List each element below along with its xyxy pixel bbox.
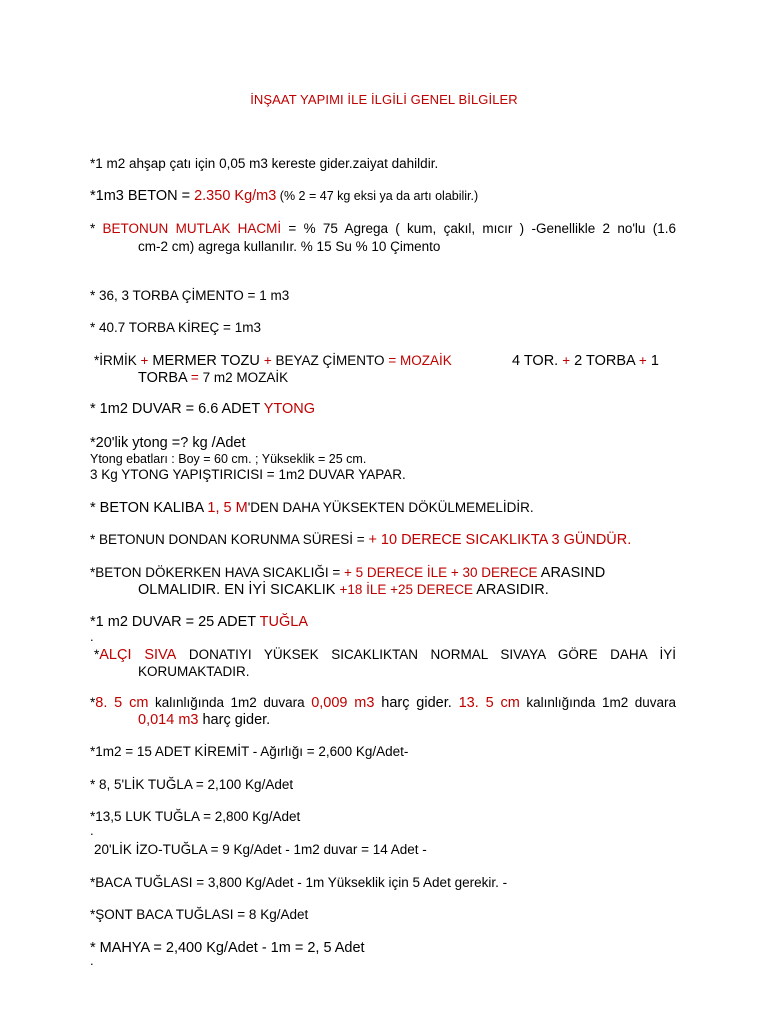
highlight: 0,014 m3 (138, 712, 199, 728)
highlight: ALÇI SIVA (99, 647, 177, 663)
text: *1 m2 DUVAR = 25 ADET (90, 614, 260, 630)
text: MERMER TOZU (148, 353, 264, 369)
line-torba-cimento: * 36, 3 TORBA ÇİMENTO = 1 m3 (90, 288, 290, 303)
line-135-tugla: *13,5 LUK TUĞLA = 2,800 Kg/Adet (90, 809, 301, 824)
text: ARASIDIR. (473, 582, 549, 598)
line-mutlak-hacim (90, 220, 676, 238)
line-izo-tugla: 20'LİK İZO-TUĞLA = 9 Kg/Adet - 1m2 duvar = 14 Adet - (94, 842, 427, 857)
highlight: 8. 5 cm (95, 695, 149, 711)
line-alci-siva-cont: KORUMAKTADIR. (138, 664, 250, 679)
highlight: BETONUN MUTLAK HACMİ (102, 221, 282, 236)
text: kalınlığında 1m2 duvara (519, 695, 677, 710)
highlight: 0,009 m3 (311, 695, 375, 711)
line-mozaik (94, 352, 676, 370)
separator-dot: . (90, 823, 94, 838)
line-beton-kaliba (90, 499, 676, 517)
text: 4 TOR. (512, 353, 563, 369)
separator-dot: . (90, 629, 94, 644)
line-85-tugla: * 8, 5'LİK TUĞLA = 2,100 Kg/Adet (90, 777, 294, 792)
text: DONATIYI YÜKSEK SICAKLIKTAN NORMAL SIVAYA GÖRE DAHA İYİ (176, 647, 676, 662)
document-title: İNŞAAT YAPIMI İLE İLGİLİ GENEL BİLGİLER (250, 92, 518, 107)
line-harc-gider-cont (138, 711, 724, 729)
line-ahsap-cati: *1 m2 ahşap çatı için 0,05 m3 kereste gider.zaiyat dahildir. (90, 156, 439, 171)
highlight: 2.350 Kg/m3 (194, 188, 277, 204)
text: * BETON KALIBA (90, 500, 208, 516)
highlight: +18 İLE +25 DERECE (339, 582, 474, 597)
line-alci-siva (94, 646, 676, 664)
text: (% 2 = 47 kg eksi ya da artı olabilir.) (276, 189, 479, 203)
text: kalınlığında 1m2 duvara (148, 695, 312, 710)
line-duvar-ytong (90, 400, 676, 418)
line-mahya: * MAHYA = 2,400 Kg/Adet - 1m = 2, 5 Adet (90, 940, 365, 956)
separator-dot: . (90, 953, 94, 968)
text: *BETON DÖKERKEN HAVA SICAKLIĞI = (90, 565, 344, 580)
line-hava-sicakligi (90, 564, 690, 582)
text: OLMALIDIR. EN İYİ SICAKLIK (138, 582, 340, 598)
text: TORBA (138, 370, 191, 386)
highlight: + (562, 353, 571, 368)
line-mozaik-cont (138, 369, 724, 387)
highlight: TUĞLA (259, 614, 308, 630)
text: 1 (646, 353, 659, 369)
highlight: YTONG (263, 401, 315, 417)
text: ARASIND (537, 565, 606, 581)
line-ytong-ebat: Ytong ebatları : Boy = 60 cm. ; Yükseklik = 25 cm. (90, 452, 367, 466)
text: * 1m2 DUVAR = 6.6 ADET (90, 401, 264, 417)
text: 'DEN DAHA YÜKSEKTEN DÖKÜLMEMELİDİR. (247, 500, 534, 515)
mozaik-right (512, 352, 659, 370)
line-hava-sicakligi-cont (138, 581, 724, 599)
highlight: + 5 DERECE İLE + 30 DERECE (343, 565, 538, 580)
text: BEYAZ ÇİMENTO (271, 353, 389, 368)
highlight: = MOZAİK (388, 353, 452, 368)
text: 7 m2 MOZAİK (198, 370, 289, 385)
line-mutlak-hacim-cont: cm-2 cm) agrega kullanılır. % 15 Su % 10 Çimento (138, 239, 441, 254)
text: * (90, 695, 96, 710)
text: *İRMİK (94, 353, 141, 368)
highlight: + (140, 353, 149, 368)
text: harç gider. (374, 695, 459, 711)
highlight: + (263, 353, 272, 368)
line-kiremit: *1m2 = 15 ADET KİREMİT - Ağırlığı = 2,600 Kg/Adet- (90, 744, 409, 759)
text: 2 TORBA (570, 353, 639, 369)
line-sont-baca: *ŞONT BACA TUĞLASI = 8 Kg/Adet (90, 907, 309, 922)
line-ytong-yapistirici: 3 Kg YTONG YAPIŞTIRICISI = 1m2 DUVAR YAPAR. (90, 467, 406, 482)
text: *1m3 BETON = (90, 188, 195, 204)
text: harç gider. (198, 712, 271, 728)
text: * (90, 221, 103, 236)
line-don-koruma (90, 531, 676, 549)
line-duvar-tugla (90, 613, 676, 631)
highlight: 13. 5 cm (458, 695, 520, 711)
line-baca-tuglasi: *BACA TUĞLASI = 3,800 Kg/Adet - 1m Yükseklik için 5 Adet gerekir. - (90, 875, 508, 890)
highlight: + (638, 353, 647, 368)
text: * BETONUN DONDAN KORUNMA SÜRESİ = (90, 532, 369, 547)
line-harc-gider (90, 694, 676, 712)
text: = % 75 Agrega ( kum, çakıl, mıcır ) -Genellikle 2 no'lu (1.6 (281, 221, 676, 236)
line-torba-kirec: * 40.7 TORBA KİREÇ = 1m3 (90, 320, 261, 335)
line-ytong-kg: *20'lik ytong =? kg /Adet (90, 435, 246, 451)
highlight: 1, 5 M (207, 500, 248, 516)
line-beton-yogunluk (90, 187, 676, 205)
text: * (94, 647, 100, 662)
highlight: = (190, 370, 199, 385)
highlight: + 10 DERECE SICAKLIKTA 3 GÜNDÜR. (368, 532, 632, 548)
